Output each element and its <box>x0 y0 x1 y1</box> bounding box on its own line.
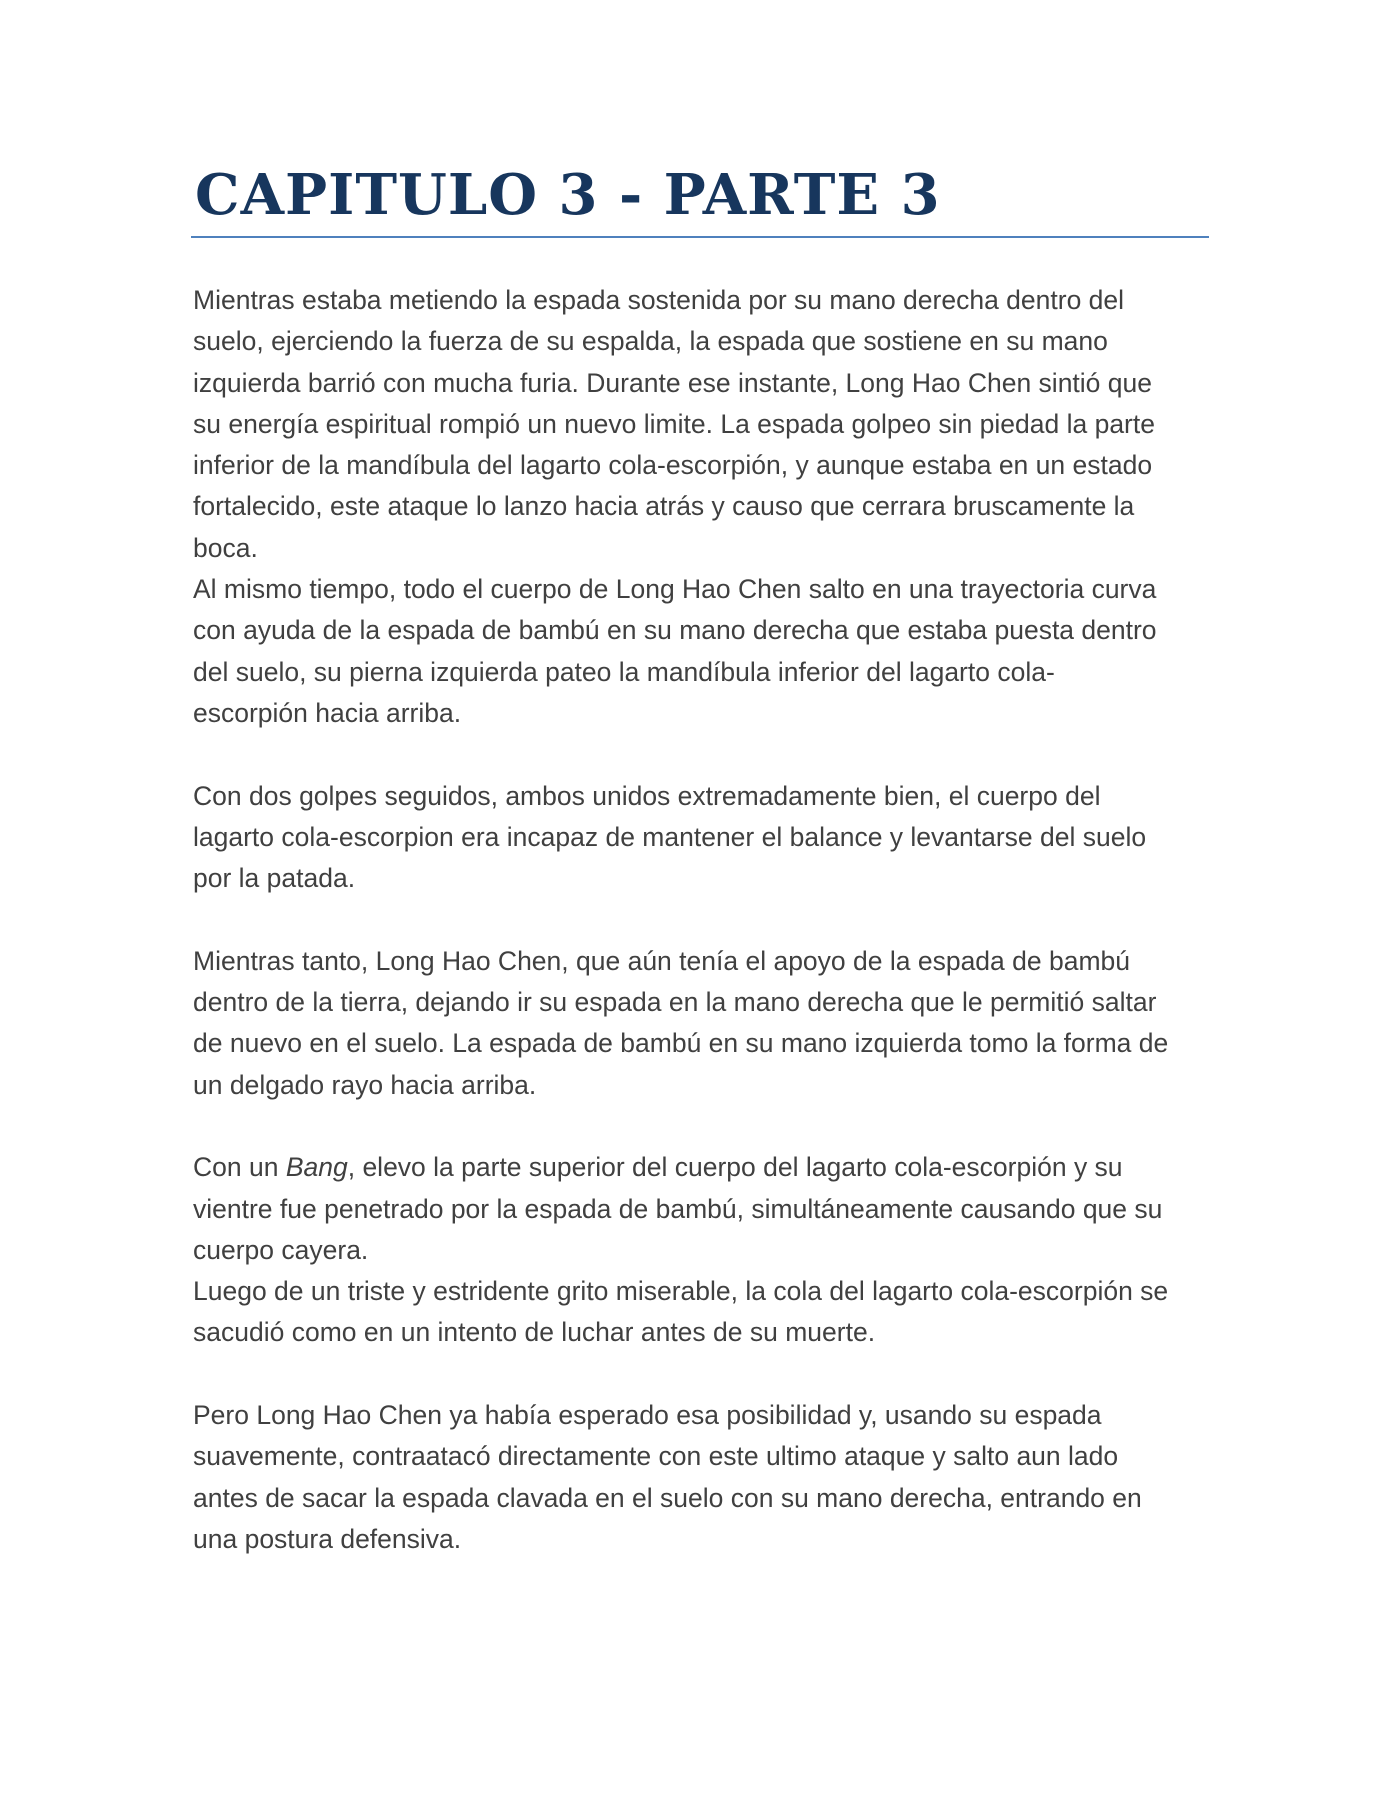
text-line: Al mismo tiempo, todo el cuerpo de Long Hao Chen salto en una trayectoria curva <box>193 574 1157 605</box>
paragraph-6 <box>193 1271 1208 1354</box>
text-line: boca. <box>193 532 258 563</box>
text-line: su energía espiritual rompió un nuevo limite. La espada golpeo sin piedad la parte <box>193 408 1155 439</box>
text-line: suelo, ejerciendo la fuerza de su espalda, la espada que sostiene en su mano <box>193 326 1108 357</box>
text-line: con ayuda de la espada de bambú en su mano derecha que estaba puesta dentro <box>193 615 1157 646</box>
text-line: Mientras estaba metiendo la espada sostenida por su mano derecha dentro del <box>193 285 1125 315</box>
text-line-prefix: Con un <box>193 1152 286 1183</box>
text-line: Pero Long Hao Chen ya había esperado esa posibilidad y, usando su espada <box>193 1400 1102 1431</box>
paragraph-spacer <box>193 1106 1208 1147</box>
text-line: suavemente, contraatacó directamente con este ultimo ataque y salto aun lado <box>193 1441 1119 1472</box>
text-line: del suelo, su pierna izquierda pateo la mandíbula inferior del lagarto cola- <box>193 656 1055 687</box>
title-underline <box>191 236 1209 238</box>
text-line: cuerpo cayera. <box>193 1234 369 1265</box>
text-line: escorpión hacia arriba. <box>193 697 462 728</box>
text-line: antes de sacar la espada clavada en el suelo con su mano derecha, entrando en <box>193 1482 1142 1513</box>
text-line: inferior de la mandíbula del lagarto cola-escorpión, y aunque estaba en un estado <box>193 450 1153 481</box>
chapter-body <box>193 280 1208 1560</box>
paragraph-4 <box>193 941 1208 1106</box>
paragraph-spacer <box>193 899 1208 940</box>
emphasis-text: Bang <box>285 1152 348 1183</box>
text-line: Con dos golpes seguidos, ambos unidos extremadamente bien, el cuerpo del <box>193 780 1101 811</box>
text-line: una postura defensiva. <box>193 1523 462 1554</box>
paragraph-5 <box>193 1147 1208 1271</box>
text-line: de nuevo en el suelo. La espada de bambú en su mano izquierda tomo la forma de <box>193 1028 1169 1059</box>
paragraph-spacer <box>193 734 1208 775</box>
text-line: por la patada. <box>193 863 356 894</box>
document-page <box>193 160 1208 1560</box>
chapter-title: CAPITULO 3 - PARTE 3 <box>195 162 941 228</box>
text-line: Luego de un triste y estridente grito miserable, la cola del lagarto cola-escorpión se <box>193 1276 1169 1307</box>
paragraph-spacer <box>193 1354 1208 1395</box>
text-line: sacudió como en un intento de luchar antes de su muerte. <box>193 1317 876 1348</box>
paragraph-3 <box>193 776 1208 900</box>
text-line: dentro de la tierra, dejando ir su espada en la mano derecha que le permitió saltar <box>193 987 1157 1018</box>
text-line: izquierda barrió con mucha furia. Durante ese instante, Long Hao Chen sintió que <box>193 367 1152 398</box>
text-line: Mientras tanto, Long Hao Chen, que aún tenía el apoyo de la espada de bambú <box>193 945 1131 976</box>
text-line: vientre fue penetrado por la espada de bambú, simultáneamente causando que su <box>193 1193 1163 1224</box>
paragraph-7 <box>193 1395 1208 1560</box>
text-line-suffix: , elevo la parte superior del cuerpo del lagarto cola-escorpión y su <box>347 1152 1123 1183</box>
text-line: lagarto cola-escorpion era incapaz de mantener el balance y levantarse del suelo <box>193 821 1147 852</box>
paragraph-2 <box>193 569 1208 734</box>
text-line: un delgado rayo hacia arriba. <box>193 1069 537 1100</box>
paragraph-1 <box>193 280 1208 569</box>
text-line: fortalecido, este ataque lo lanzo hacia atrás y causo que cerrara bruscamente la <box>193 491 1135 522</box>
